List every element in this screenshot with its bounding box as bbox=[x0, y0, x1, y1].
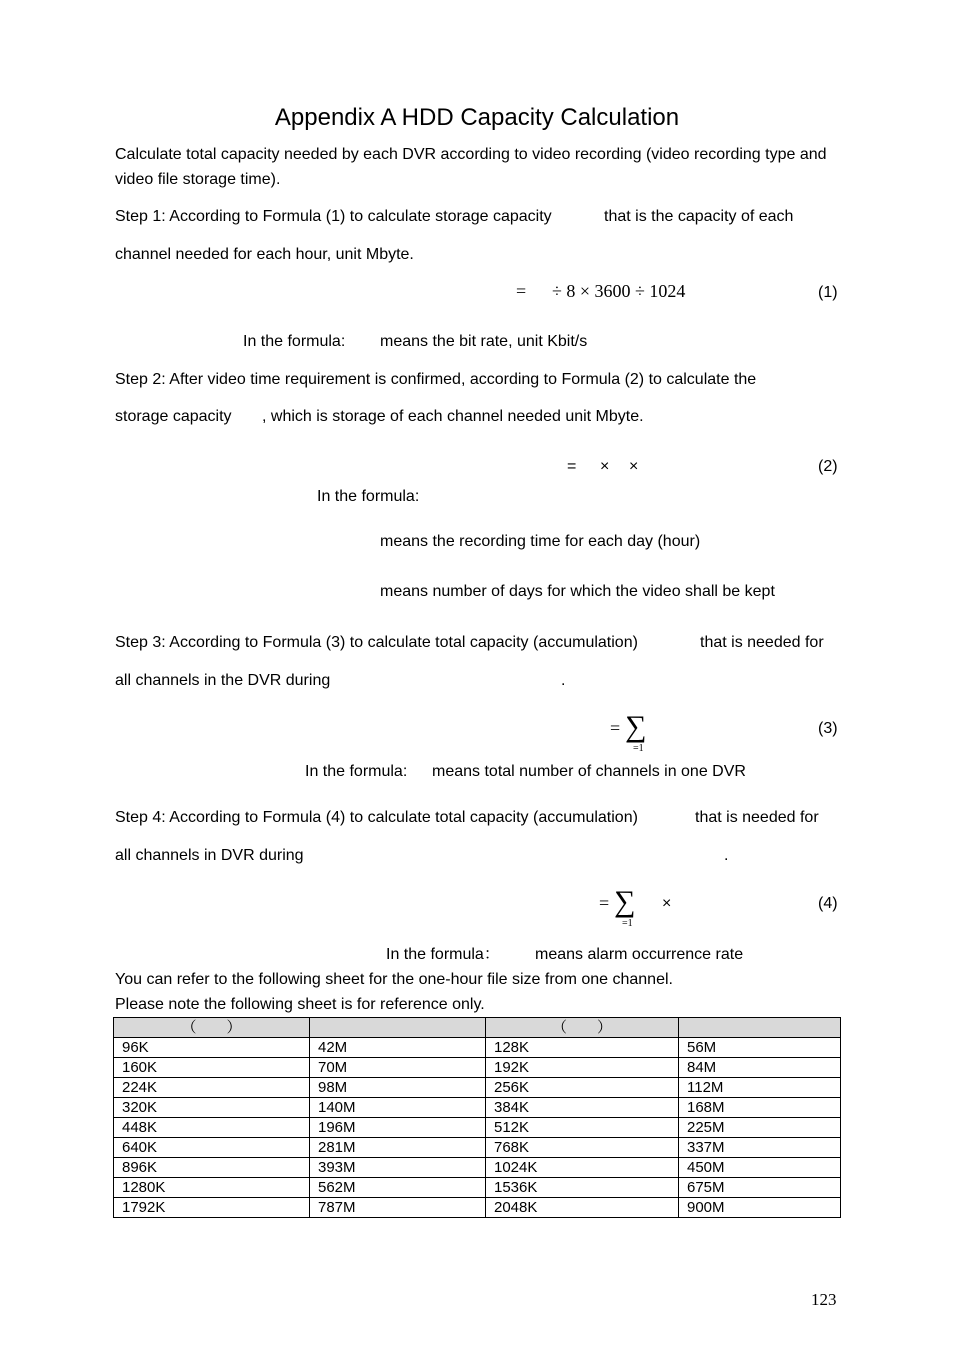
table-cell: 112M bbox=[679, 1078, 841, 1098]
table-header bbox=[310, 1018, 486, 1038]
step1-line2: channel needed for each hour, unit Mbyte. bbox=[115, 246, 414, 263]
step3-note-text: means total number of channels in one DVR bbox=[432, 763, 746, 780]
table-header: （ ） bbox=[114, 1018, 310, 1038]
formula3-sigma-sub: =1 bbox=[633, 743, 644, 754]
formula4-times: × bbox=[662, 895, 672, 912]
formula3-eq: = bbox=[610, 718, 621, 738]
formula4-sigma: ∑ bbox=[614, 885, 636, 918]
table-cell: 393M bbox=[310, 1158, 486, 1178]
table-cell: 640K bbox=[114, 1138, 310, 1158]
table-cell: 84M bbox=[679, 1058, 841, 1078]
formula3-number: (3) bbox=[818, 720, 838, 737]
formula1-rhs: ÷ 8 × 3600 ÷ 1024 bbox=[552, 281, 686, 301]
table-cell: 192K bbox=[486, 1058, 679, 1078]
table-row bbox=[114, 1078, 841, 1098]
table-cell: 1536K bbox=[486, 1178, 679, 1198]
table-row bbox=[114, 1138, 841, 1158]
table-cell: 384K bbox=[486, 1098, 679, 1118]
step1-note-label: In the formula: bbox=[243, 333, 346, 350]
table-cell: 512K bbox=[486, 1118, 679, 1138]
formula2-times2: × bbox=[629, 458, 639, 475]
reference-line1: You can refer to the following sheet for the one-hour file size from one channel. bbox=[115, 971, 673, 988]
table-row bbox=[114, 1198, 841, 1218]
table-cell: 787M bbox=[310, 1198, 486, 1218]
table-cell: 768K bbox=[486, 1138, 679, 1158]
table-cell: 140M bbox=[310, 1098, 486, 1118]
table-cell: 448K bbox=[114, 1118, 310, 1138]
step4-note-label: In the formula： bbox=[386, 946, 500, 963]
table-cell: 70M bbox=[310, 1058, 486, 1078]
table-cell: 450M bbox=[679, 1158, 841, 1178]
intro-paragraph: Calculate total capacity needed by each DVR according to video recording (video recording type and video file storage time). bbox=[115, 146, 827, 188]
table-cell: 196M bbox=[310, 1118, 486, 1138]
step2-note2: means number of days for which the video shall be kept bbox=[380, 583, 775, 600]
step3-line1a: Step 3: According to Formula (3) to calculate total capacity (accumulation) bbox=[115, 634, 638, 651]
step1-line1b: that is the capacity of each bbox=[604, 208, 794, 225]
table-cell: 1024K bbox=[486, 1158, 679, 1178]
reference-line2: Please note the following sheet is for reference only. bbox=[115, 996, 485, 1013]
table-row bbox=[114, 1098, 841, 1118]
table-header-row bbox=[114, 1018, 841, 1038]
formula4-eq: = bbox=[599, 893, 610, 913]
table-cell: 2048K bbox=[486, 1198, 679, 1218]
table-cell: 168M bbox=[679, 1098, 841, 1118]
page-number: 123 bbox=[811, 1290, 837, 1309]
table-row bbox=[114, 1038, 841, 1058]
table-cell: 160K bbox=[114, 1058, 310, 1078]
step2-note-label: In the formula: bbox=[317, 488, 420, 505]
step2-line1: Step 2: After video time requirement is confirmed, according to Formula (2) to calculate the bbox=[115, 371, 757, 388]
table-row bbox=[114, 1118, 841, 1138]
formula2-number: (2) bbox=[818, 458, 838, 475]
bitrate-size-table bbox=[113, 1017, 841, 1218]
formula3-sigma: ∑ bbox=[625, 710, 647, 743]
table-cell: 56M bbox=[679, 1038, 841, 1058]
step2-note1: means the recording time for each day (hour) bbox=[380, 533, 701, 550]
table-row bbox=[114, 1178, 841, 1198]
table-cell: 98M bbox=[310, 1078, 486, 1098]
table-cell: 128K bbox=[486, 1038, 679, 1058]
table-cell: 281M bbox=[310, 1138, 486, 1158]
table-header: （ ） bbox=[486, 1018, 679, 1038]
formula2-times1: × bbox=[600, 458, 610, 475]
table-header bbox=[679, 1018, 841, 1038]
table-cell: 224K bbox=[114, 1078, 310, 1098]
step3-line2b: . bbox=[561, 672, 566, 689]
table-cell: 896K bbox=[114, 1158, 310, 1178]
step4-line2a: all channels in DVR during bbox=[115, 847, 304, 864]
formula4-sigma-sub: =1 bbox=[622, 918, 633, 929]
formula4-number: (4) bbox=[818, 895, 838, 912]
table-cell: 320K bbox=[114, 1098, 310, 1118]
step4-line1a: Step 4: According to Formula (4) to calculate total capacity (accumulation) bbox=[115, 809, 638, 826]
formula1-eq: = bbox=[516, 281, 527, 301]
step3-line1b: that is needed for bbox=[700, 634, 824, 651]
step2-line2a: storage capacity bbox=[115, 408, 232, 425]
table-cell: 337M bbox=[679, 1138, 841, 1158]
step4-note-text: means alarm occurrence rate bbox=[535, 946, 744, 963]
table-cell: 256K bbox=[486, 1078, 679, 1098]
table-cell: 225M bbox=[679, 1118, 841, 1138]
table-cell: 1792K bbox=[114, 1198, 310, 1218]
table-cell: 675M bbox=[679, 1178, 841, 1198]
table-cell: 900M bbox=[679, 1198, 841, 1218]
formula2-eq: = bbox=[567, 458, 577, 475]
step4-line2b: . bbox=[724, 847, 729, 864]
step3-line2a: all channels in the DVR during bbox=[115, 672, 331, 689]
formula1-number: (1) bbox=[818, 284, 838, 301]
table-cell: 42M bbox=[310, 1038, 486, 1058]
table-cell: 96K bbox=[114, 1038, 310, 1058]
table-cell: 562M bbox=[310, 1178, 486, 1198]
step2-line2b: , which is storage of each channel needed unit Mbyte. bbox=[262, 408, 644, 425]
page-title: Appendix A HDD Capacity Calculation bbox=[274, 104, 680, 131]
step4-line1b: that is needed for bbox=[695, 809, 819, 826]
step3-note-label: In the formula: bbox=[305, 763, 408, 780]
table-row bbox=[114, 1158, 841, 1178]
step1-note-text: means the bit rate, unit Kbit/s bbox=[380, 333, 588, 350]
step1-line1a: Step 1: According to Formula (1) to calculate storage capacity bbox=[115, 208, 552, 225]
table-cell: 1280K bbox=[114, 1178, 310, 1198]
table-row bbox=[114, 1058, 841, 1078]
